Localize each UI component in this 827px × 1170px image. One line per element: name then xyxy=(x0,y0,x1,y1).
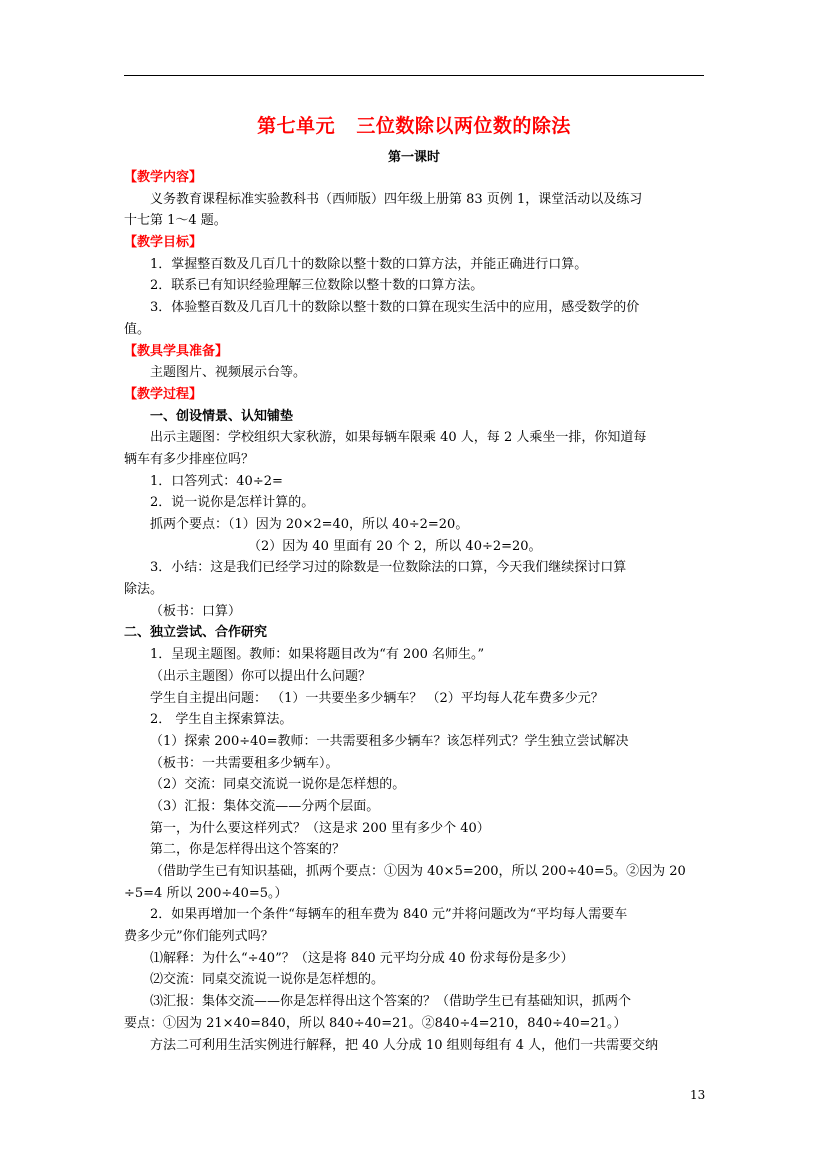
text-line: ÷5=4 所以 200÷40=5。） xyxy=(124,885,288,901)
text-line: （借助学生已有知识基础，抓两个要点：①因为 40×5=200，所以 200÷40=5。②因为 20 xyxy=(150,864,686,879)
text-line: （出示主题图）你可以提出什么问题？ xyxy=(150,668,372,684)
text-line: 抓两个要点：（1）因为 20×2=40，所以 40÷2=20。 xyxy=(150,517,469,532)
subheading: 一、创设情景、认知铺垫 xyxy=(150,408,294,424)
subheading: 二、独立尝试、合作研究 xyxy=(124,625,268,641)
section-heading-materials: 【教具学具准备】 xyxy=(124,343,229,359)
page-number: 13 xyxy=(690,1088,706,1102)
text-line: （1）探索 200÷40=教师：一共需要租多少辆车？该怎样列式？学生独立尝试解决 xyxy=(150,733,629,749)
text-line: 值。 xyxy=(124,321,151,337)
text-line: 义务教育课程标准实验教科书（西师版）四年级上册第 83 页例 1，课堂活动以及练习 xyxy=(150,191,643,207)
text-line: ⑵交流：同桌交流说一说你是怎样想的。 xyxy=(150,972,385,988)
text-line: 十七第 1～4 题。 xyxy=(124,213,227,229)
text-line: 3．小结：这是我们已经学习过的除数是一位数除法的口算，今天我们继续探讨口算 xyxy=(150,560,627,576)
section-heading-content: 【教学内容】 xyxy=(124,170,203,185)
text-line: 费多少元”你们能列式吗？ xyxy=(124,929,274,945)
text-line: 方法二可利用生活实例进行解释，把 40 人分成 10 组则每组有 4 人，他们一共需要交纳 xyxy=(150,1037,659,1053)
text-line: 出示主题图：学校组织大家秋游，如果每辆车限乘 40 人，每 2 人乘坐一排，你知道每 xyxy=(150,430,647,446)
document-title: 第七单元 三位数除以两位数的除法 xyxy=(257,115,571,137)
text-line: 第二，你是怎样得出这个答案的？ xyxy=(150,842,346,858)
text-line: 要点：①因为 21×40=840，所以 840÷40=21。②840÷4=210，840÷40=21。） xyxy=(124,1015,627,1031)
section-heading-process: 【教学过程】 xyxy=(124,386,203,402)
section-heading-goals: 【教学目标】 xyxy=(124,235,203,251)
text-line: 3．体验整百数及几百几十的数除以整十数的口算在现实生活中的应用，感受数学的价 xyxy=(150,300,640,316)
document-body xyxy=(124,167,706,1056)
text-line: 1．呈现主题图。教师：如果将题目改为“有 200 名师生。” xyxy=(150,647,485,663)
text-line: 除法。 xyxy=(124,582,164,598)
header-rule xyxy=(124,75,704,76)
text-line: （2）因为 40 里面有 20 个 2，所以 40÷2=20。 xyxy=(248,538,542,554)
text-line: 1．口答列式：40÷2= xyxy=(150,473,283,489)
text-line: ⑶汇报：集体交流——你是怎样得出这个答案的？（借助学生已有基础知识，抓两个 xyxy=(150,994,632,1010)
text-line: 2． 学生自主探索算法。 xyxy=(150,712,293,728)
text-line: （板书：口算） xyxy=(150,603,242,619)
text-line: （2）交流：同桌交流说一说你是怎样想的。 xyxy=(150,777,406,793)
text-line: 主题图片、视频展示台等。 xyxy=(150,365,307,381)
text-line: 2．联系已有知识经验理解三位数除以整十数的口算方法。 xyxy=(150,278,484,294)
text-line: （3）汇报：集体交流——分两个层面。 xyxy=(150,798,380,814)
text-line: （板书：一共需要租多少辆车）。 xyxy=(150,755,339,771)
lesson-subtitle: 第一课时 xyxy=(387,150,440,165)
text-line: 辆车有多少排座位吗？ xyxy=(124,451,255,467)
text-line: 第一，为什么要这样列式？（这是求 200 里有多少个 40） xyxy=(150,820,490,836)
text-line: 2．如果再增加一个条件“每辆车的租车费为 840 元”并将问题改为“平均每人需要车 xyxy=(150,907,628,923)
text-line: 2．说一说你是怎样计算的。 xyxy=(150,495,315,511)
text-line: 学生自主提出问题： （1）一共要坐多少辆车？ （2）平均每人花车费多少元？ xyxy=(150,690,604,706)
text-line: 1．掌握整百数及几百几十的数除以整十数的口算方法，并能正确进行口算。 xyxy=(150,256,588,272)
text-line: ⑴解释：为什么“÷40”？（这是将 840 元平均分成 40 份求每份是多少） xyxy=(150,950,574,966)
